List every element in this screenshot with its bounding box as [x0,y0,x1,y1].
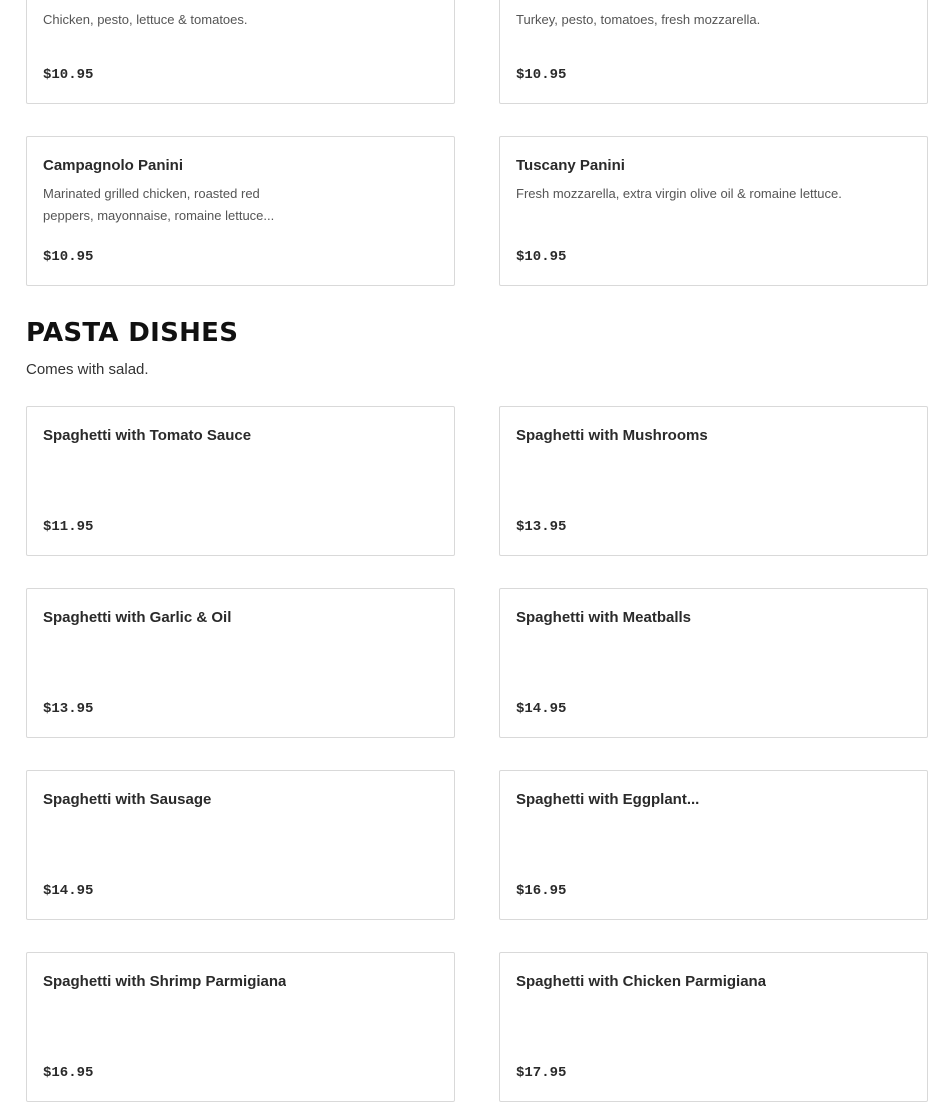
menu-item-card[interactable] [499,406,928,556]
menu-item-name: Spaghetti with Sausage [43,791,212,808]
menu-item-card[interactable] [499,0,928,104]
menu-item-card[interactable] [26,136,455,286]
menu-item-price: $10.95 [43,249,94,265]
menu-item-price: $10.95 [516,67,567,83]
menu-item-name: Campagnolo Panini [43,157,184,174]
menu-item-name: Spaghetti with Garlic & Oil [43,609,232,626]
menu-item-price: $16.95 [43,1065,94,1081]
menu-item-card[interactable] [499,136,928,286]
menu-item-description: Fresh mozzarella, extra virgin olive oil & romaine lettuce. [516,186,842,201]
menu-item-card[interactable] [26,0,455,104]
menu-item-price: $17.95 [516,1065,567,1081]
menu-item-name: Spaghetti with Shrimp Parmigiana [43,973,287,990]
menu-item-card[interactable] [499,588,928,738]
menu-item-price: $10.95 [516,249,567,265]
menu-item-card[interactable] [26,588,455,738]
menu-item-card[interactable] [26,406,455,556]
menu-item-name: Spaghetti with Chicken Parmigiana [516,973,767,990]
section-subtitle: Comes with salad. [26,361,149,378]
menu-item-name: Spaghetti with Meatballs [516,609,692,626]
menu-item-card[interactable] [26,770,455,920]
menu-item-price: $14.95 [516,701,567,717]
menu-item-name: Spaghetti with Mushrooms [516,427,708,444]
menu-item-card[interactable] [499,770,928,920]
menu-item-price: $11.95 [43,519,94,535]
menu-item-price: $14.95 [43,883,94,899]
menu-item-price: $10.95 [43,67,94,83]
menu-item-card[interactable] [499,952,928,1102]
menu-item-price: $13.95 [43,701,94,717]
menu-item-name: Spaghetti with Eggplant... [516,791,700,808]
section-title: PASTA DISHES [26,318,239,348]
menu-item-name: Spaghetti with Tomato Sauce [43,427,252,444]
menu-item-description: Marinated grilled chicken, roasted red peppers, mayonnaise, romaine lettuce... [43,186,275,223]
menu-item-description: Turkey, pesto, tomatoes, fresh mozzarella. [516,12,761,27]
menu-item-price: $16.95 [516,883,567,899]
menu-item-description: Chicken, pesto, lettuce & tomatoes. [43,12,248,27]
menu-item-name: Tuscany Panini [516,157,625,174]
menu-item-card[interactable] [26,952,455,1102]
menu-item-price: $13.95 [516,519,567,535]
